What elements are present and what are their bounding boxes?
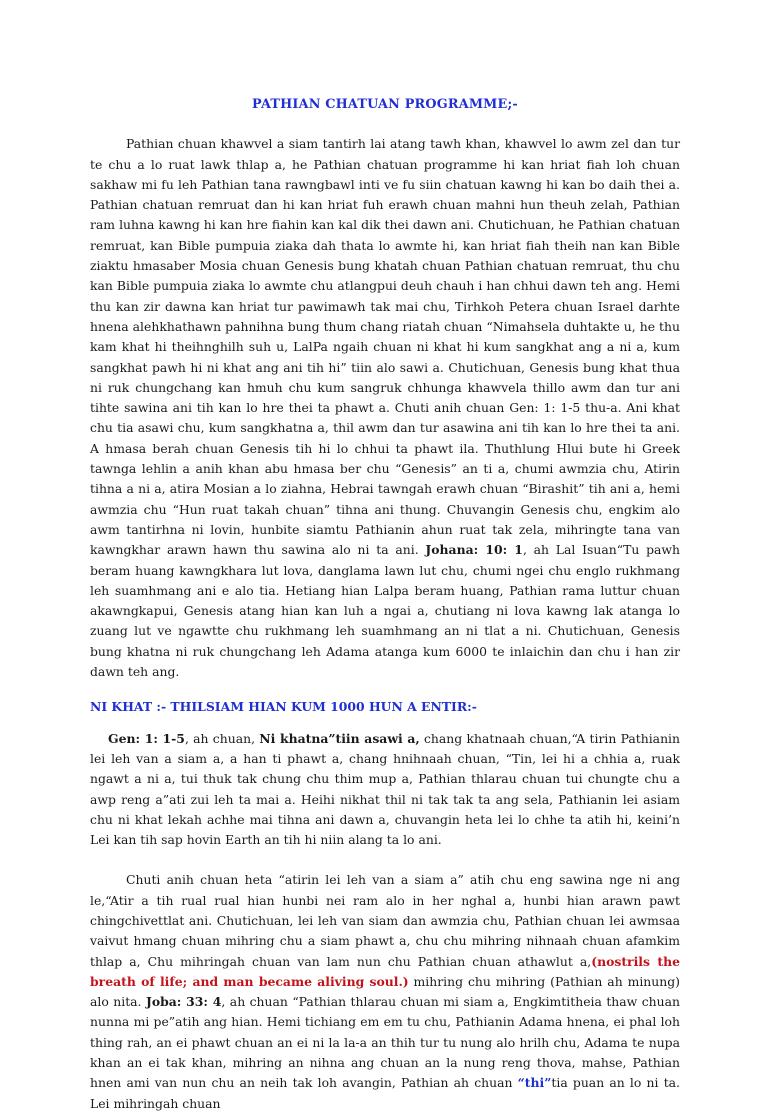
creation-text-continued: mihring chu mihring (Pathian ah minung) alo nita. xyxy=(90,973,680,1010)
scripture-reference: Gen: 1: 1-5 xyxy=(108,730,185,746)
creation-text-more: , ah chuan “Pathian thlarau chuan mi siam a, Engkimtitheia thaw chuan nunna mi pe”atih ang hian. Hemi tichiang em em tu chu, Pathianin Adama hnena, ei phal loh thing rah, an ei phawt chuan an ei ni la la-a an thih tur tu nung alo hrilh chu, Adama te nupa khan an ei tak khan, mihring an nihna ang chuan an la nung reng thova, mahse, Pathian hnen ami van nun chu an neih tak loh avangin, Pathian ah chuan xyxy=(90,994,680,1091)
document-title: PATHIAN CHATUAN PROGRAMME;- xyxy=(252,97,518,112)
creation-text: Chuti anih chuan heta “atirin lei leh van a siam a” atih chu eng sawina nge ni ang le,“Atir a tih rual rual hian hunbi nei ram alo in her nghal a, hunbi hian arawn pawt chingchivettlat ani. Chutichuan, lei leh van siam dan awmzia chu, Pathian chuan lei awmsaa vaivut hmang chuan mihring chu a siam phawt a, chu chu mihring nihnaah chuan afamkim thlap a, Chu mihringah chuan van lam nun chu Pathian chuan athawlut a, xyxy=(90,872,680,969)
paragraph-creation xyxy=(90,870,680,1114)
intro-text-continued: , ah Lal Isuan“Tu pawh beram huang kawngkhara lut lova, danglama lawn lut chu, chumi ngei chu englo rukhmang leh suamhmang ani e alo tia. Hetiang hian Lalpa beram huang, Pathian rama luttur chuan akawngkapui, Genesis atang hian kan luh a ngai a, chutiang ni lova kawng lak atanga lo zuang lut ve ngawtte chu rukhmang leh suamhmang an ni tlat a ni. Chutichuan, Genesis bung khatna ni ruk chungchang leh Adama atanga kum 6000 te inlaichin dan chu i han zir dawn teh ang. xyxy=(90,542,680,680)
paragraph-genesis xyxy=(90,729,680,851)
blue-emphasis-word: “thi” xyxy=(517,1075,552,1091)
emphasis-text: Ni khatna”tiin asawi a, xyxy=(259,730,420,746)
document-page xyxy=(90,0,680,1114)
genesis-text: , ah chuan, xyxy=(184,730,260,746)
intro-text: Pathian chuan khawvel a siam tantirh lai atang tawh khan, khawvel lo awm zel dan tur te chu a lo ruat lawk thlap a, he Pathian chatuan programme hi kan hriat fiah loh chuan sakhaw mi fu leh Pathian tana rawngbawl inti ve fu siin chatuan kawng hi kan bo daih thei a. Pathian chatuan remruat dan hi kan hriat fuh erawh chuan mahni hun theuh zelah, Pathian ram luhna kawng hi kan hre fiahin kan kal dik thei dawn ani. Chutichuan, he Pathian chatuan remruat, kan Bible pumpuia ziaka dah thata lo awmte hi, kan hriat fiah theih nan kan Bible ziaktu hmasaber Mosia chuan Genesis bung khatah chuan Pathian chatuan remruat, thu chu kan Bible pumpuia ziaka lo awmte chu atlangpui deuh chauh i han chhui dawn teh ang. Hemi thu kan zir dawna kan hriat tur pawimawh tak mai chu, Tirhkoh Petera chuan Israel darhte hnena alehkhathawn pahnihna bung thum chang riatah chuan “Nimahsela duhtakte u, he thu kam khat hi theihnghilh suh u, LalPa ngaih chuan ni khat hi kum sangkhat ang a ni a, kum sangkhat pawh hi ni khat ang ani tih hi” tiin alo sawi a. Chutichuan, Genesis bung khat thua ni ruk chungchang kan hmuh chu kum sangruk chhunga khawvela thillo awm dan tur ani tihte sawina ani tih kan lo hre thei ta phawt a. Chuti anih chuan Gen: 1: 1-5 thu-a. Ani khat chu tia asawi chu, kum sangkhatna a, thil awm dan tur asawina ani tih kan lo hre thei ta ani. A hmasa berah chuan Genesis tih hi lo chhui ta phawt ila. Thuthlung Hlui bute hi Greek tawnga lehlin a anih khan abu hmasa ber chu “Genesis” an ti a, chumi awmzia chu, Atirin tihna a ni a, atira Mosian a lo ziahna, Hebrai tawngah erawh chuan “Birashit” tih ani a, hemi awmzia chu “Hun ruat takah chuan” tihna ani thung. Chuvangin Genesis chu, engkim alo awm tantirhna ni lovin, hunbite siamtu Pathianin ahun ruat tak zela, mihringte tana van kawngkhar arawn hawn thu sawina alo ni ta ani. xyxy=(90,136,680,558)
scripture-reference: Joba: 33: 4 xyxy=(145,994,222,1010)
creation-text-end: tia puan an lo ni ta. Lei mihringah chuan xyxy=(90,1075,680,1111)
red-english-quote: (nostrils the breath of life; and man became aliving soul.) xyxy=(90,953,681,989)
genesis-text-continued: chang khatnaah chuan,“A tirin Pathianin lei leh van a siam a, a han ti phawt a, chang hnihnaah chuan, “Tin, lei hi a chhia a, ruak ngawt a ni a, tui thuk tak chung chu thim mup a, Pathian thlarau chuan tui chungte chu a awp reng a”ati zui leh ta mai a. Heihi nikhat thil ni tak tak ta ang sela, Pathianin lei asiam chu ni khat lekah achhe mai tihna ani dawn a, chuvangin heta lei lo chhe ta atih hi, keini’n Lei kan tih sap hovin Earth an tih hi niin alang ta lo ani. xyxy=(90,730,680,848)
paragraph-intro xyxy=(90,134,680,682)
scripture-reference: Johana: 10: 1 xyxy=(425,542,523,558)
section-heading: NI KHAT :- THILSIAM HIAN KUM 1000 HUN A ENTIR:- xyxy=(90,699,477,715)
